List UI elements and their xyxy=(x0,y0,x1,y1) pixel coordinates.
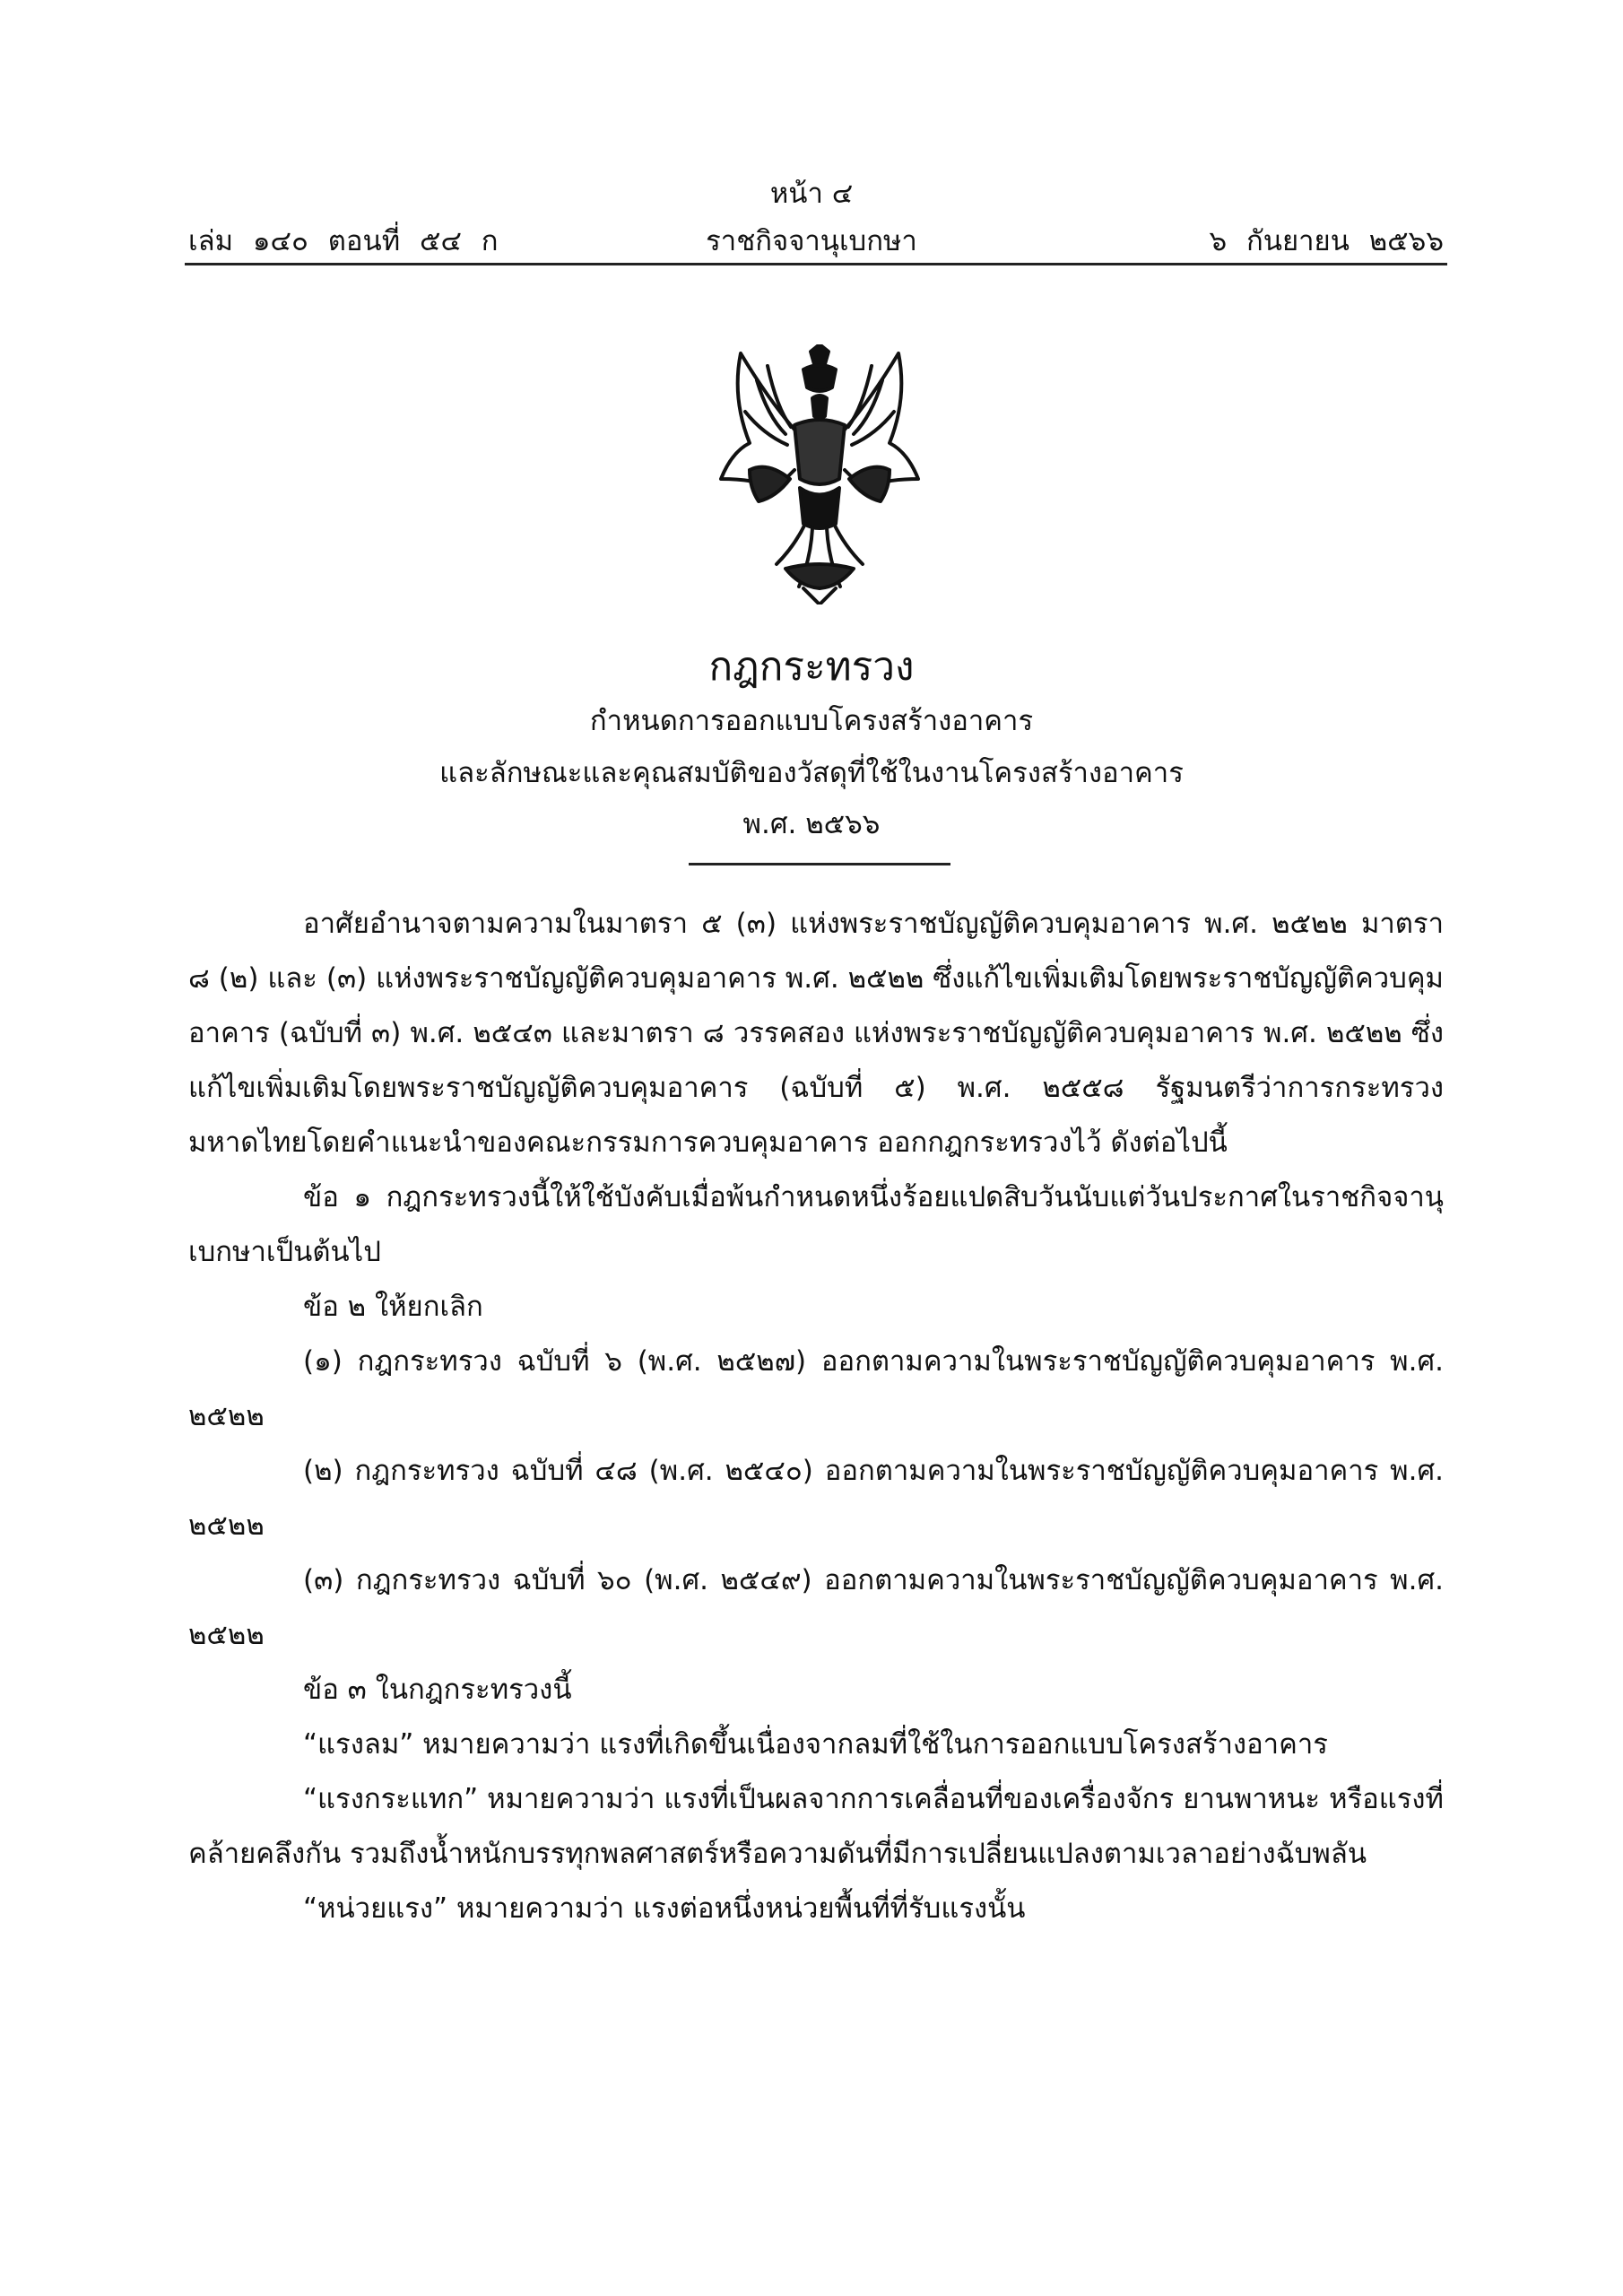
document-subtitle-1: กำหนดการออกแบบโครงสร้างอาคาร xyxy=(589,705,1034,737)
garuda-emblem-icon xyxy=(705,344,934,604)
preamble-paragraph: อาศัยอำนาจตามความในมาตรา ๕ (๓) แห่งพระราชบัญญัติควบคุมอาคาร พ.ศ. ๒๕๒๒ มาตรา ๘ (๒) และ (๓) แห่งพระราชบัญญัติควบคุมอาคาร พ.ศ. ๒๕๒๒ ซึ่งแก้ไขเพิ่มเติมโดยพระราชบัญญัติควบคุมอาคาร (ฉบับที่ ๓) พ.ศ. ๒๕๔๓ และมาตรา ๘ วรรคสอง แห่งพระราชบัญญัติควบคุมอาคาร พ.ศ. ๒๕๒๒ ซึ่งแก้ไขเพิ่มเติมโดยพระราชบัญญัติควบคุมอาคาร (ฉบับที่ ๕) พ.ศ. ๒๕๕๘ รัฐมนตรีว่าการกระทรวงมหาดไทยโดยคำแนะนำของคณะกรรมการควบคุมอาคาร ออกกฎกระทรวงไว้ ดังต่อไปนี้ xyxy=(188,908,1444,1159)
definition-stress: “หน่วยแรง” หมายความว่า แรงต่อหนึ่งหน่วยพื้นที่ที่รับแรงนั้น xyxy=(303,1892,1026,1925)
definition-wind-force: “แรงลม” หมายความว่า แรงที่เกิดขึ้นเนื่องจากลมที่ใช้ในการออกแบบโครงสร้างอาคาร xyxy=(303,1728,1328,1761)
title-divider xyxy=(689,863,950,865)
document-year: พ.ศ. ๒๕๖๖ xyxy=(742,808,881,840)
document-subtitle-2: และลักษณะและคุณสมบัติของวัสดุที่ใช้ในงานโครงสร้างอาคาร xyxy=(439,757,1184,789)
clause-2: ข้อ ๒ ให้ยกเลิก xyxy=(303,1291,483,1323)
clause-3: ข้อ ๓ ในกฎกระทรวงนี้ xyxy=(303,1674,572,1706)
clause-2-item-1: (๑) กฎกระทรวง ฉบับที่ ๖ (พ.ศ. ๒๕๒๗) ออกตามความในพระราชบัญญัติควบคุมอาคาร พ.ศ. ๒๕๒๒ xyxy=(188,1345,1444,1432)
volume-info: เล่ม ๑๔๐ ตอนที่ ๕๔ ก xyxy=(188,225,499,257)
document-body xyxy=(188,897,1444,1936)
clause-2-item-2: (๒) กฎกระทรวง ฉบับที่ ๔๘ (พ.ศ. ๒๕๔๐) ออกตามความในพระราชบัญญัติควบคุมอาคาร พ.ศ. ๒๕๒๒ xyxy=(188,1455,1444,1542)
publication-date: ๖ กันยายน ๒๕๖๖ xyxy=(1209,225,1444,257)
page-number: หน้า ๔ xyxy=(769,178,854,210)
clause-2-item-3: (๓) กฎกระทรวง ฉบับที่ ๖๐ (พ.ศ. ๒๕๔๙) ออกตามความในพระราชบัญญัติควบคุมอาคาร พ.ศ. ๒๕๒๒ xyxy=(188,1564,1444,1651)
definition-impact-force: “แรงกระแทก” หมายความว่า แรงที่เป็นผลจากการเคลื่อนที่ของเครื่องจักร ยานพาหนะ หรือแรงที่คล้ายคลึงกัน รวมถึงน้ำหนักบรรทุกพลศาสตร์หรือความดันที่มีการเปลี่ยนแปลงตามเวลาอย่างฉับพลัน xyxy=(188,1783,1444,1870)
header-divider xyxy=(185,263,1447,265)
document-title: กฎกระทรวง xyxy=(708,644,915,690)
clause-1: ข้อ ๑ กฎกระทรวงนี้ให้ใช้บังคับเมื่อพ้นกำหนดหนึ่งร้อยแปดสิบวันนับแต่วันประกาศในราชกิจจานุเบกษาเป็นต้นไป xyxy=(188,1181,1444,1268)
gazette-name: ราชกิจจานุเบกษา xyxy=(706,225,917,257)
